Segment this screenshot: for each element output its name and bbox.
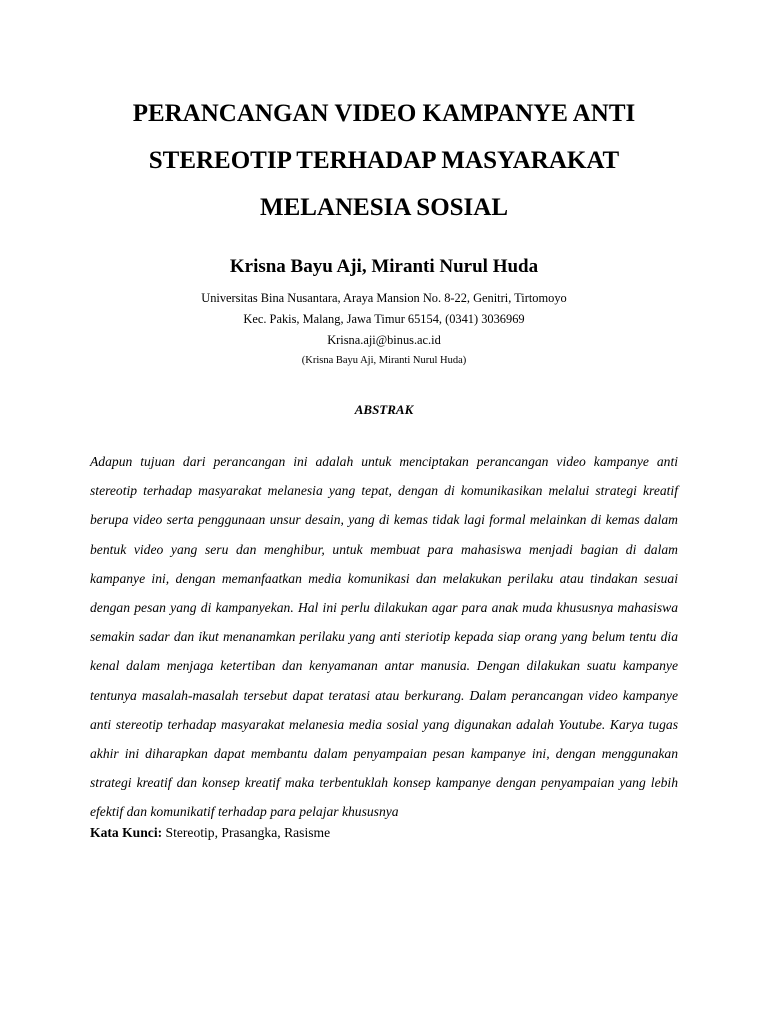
title-line-3: MELANESIA SOSIAL	[260, 194, 508, 221]
author-note: (Krisna Bayu Aji, Miranti Nurul Huda)	[301, 355, 467, 366]
author-affiliation	[0, 288, 768, 371]
keywords-value: Stereotip, Prasangka, Rasisme	[162, 825, 331, 840]
paper-title	[0, 90, 768, 231]
affiliation-line-2: Kec. Pakis, Malang, Jawa Timur 65154, (0341) 3036969	[243, 312, 525, 326]
keywords-label: Kata Kunci:	[90, 825, 163, 840]
affiliation-line-1: Universitas Bina Nusantara, Araya Mansion No. 8-22, Genitri, Tirtomoyo	[201, 291, 567, 305]
abstract-body: Adapun tujuan dari perancangan ini adalah untuk menciptakan perancangan video kampanye anti stereotip terhadap masyarakat melanesia yang tepat, dengan di komunikasikan melalui strategi kreatif berupa video serta penggunaan unsur desain, yang di kemas tidak lagi formal melainkan di kemas dalam bentuk video yang seru dan menghibur, untuk membuat para mahasiswa menjadi bagian di dalam kampanye ini, dengan memanfaatkan media komunikasi dan melakukan perilaku atau tindakan sesuai dengan pesan yang di kampanyekan. Hal ini perlu dilakukan agar para anak muda khususnya mahasiswa semakin sadar dan ikut menanamkan perilaku yang anti steriotip kepada siap orang yang belum tentu dia kenal dalam menjaga ketertiban dan kenyamanan antar manusia. Dengan dilakukan suatu kampanye tentunya masalah-masalah tersebut dapat teratasi atau berkurang. Dalam perancangan video kampanye anti stereotip terhadap masyarakat melanesia media sosial yang digunakan adalah Youtube. Karya tugas akhir ini diharapkan dapat membantu dalam penyampaian pesan kampanye ini, dengan menggunakan strategi kreatif dan konsep kreatif maka terbentuklah konsep kampanye dengan penyampaian yang lebih efektif dan komunikatif terhadap para pelajar khususnya	[90, 454, 678, 820]
author-email: Krisna.aji@binus.ac.id	[327, 333, 441, 347]
title-line-1: PERANCANGAN VIDEO KAMPANYE ANTI	[132, 100, 636, 127]
title-line-2: STEREOTIP TERHADAP MASYARAKAT	[148, 147, 620, 174]
paper-authors: Krisna Bayu Aji, Miranti Nurul Huda	[229, 256, 539, 277]
abstract-heading: ABSTRAK	[354, 402, 414, 417]
keywords	[90, 821, 678, 845]
